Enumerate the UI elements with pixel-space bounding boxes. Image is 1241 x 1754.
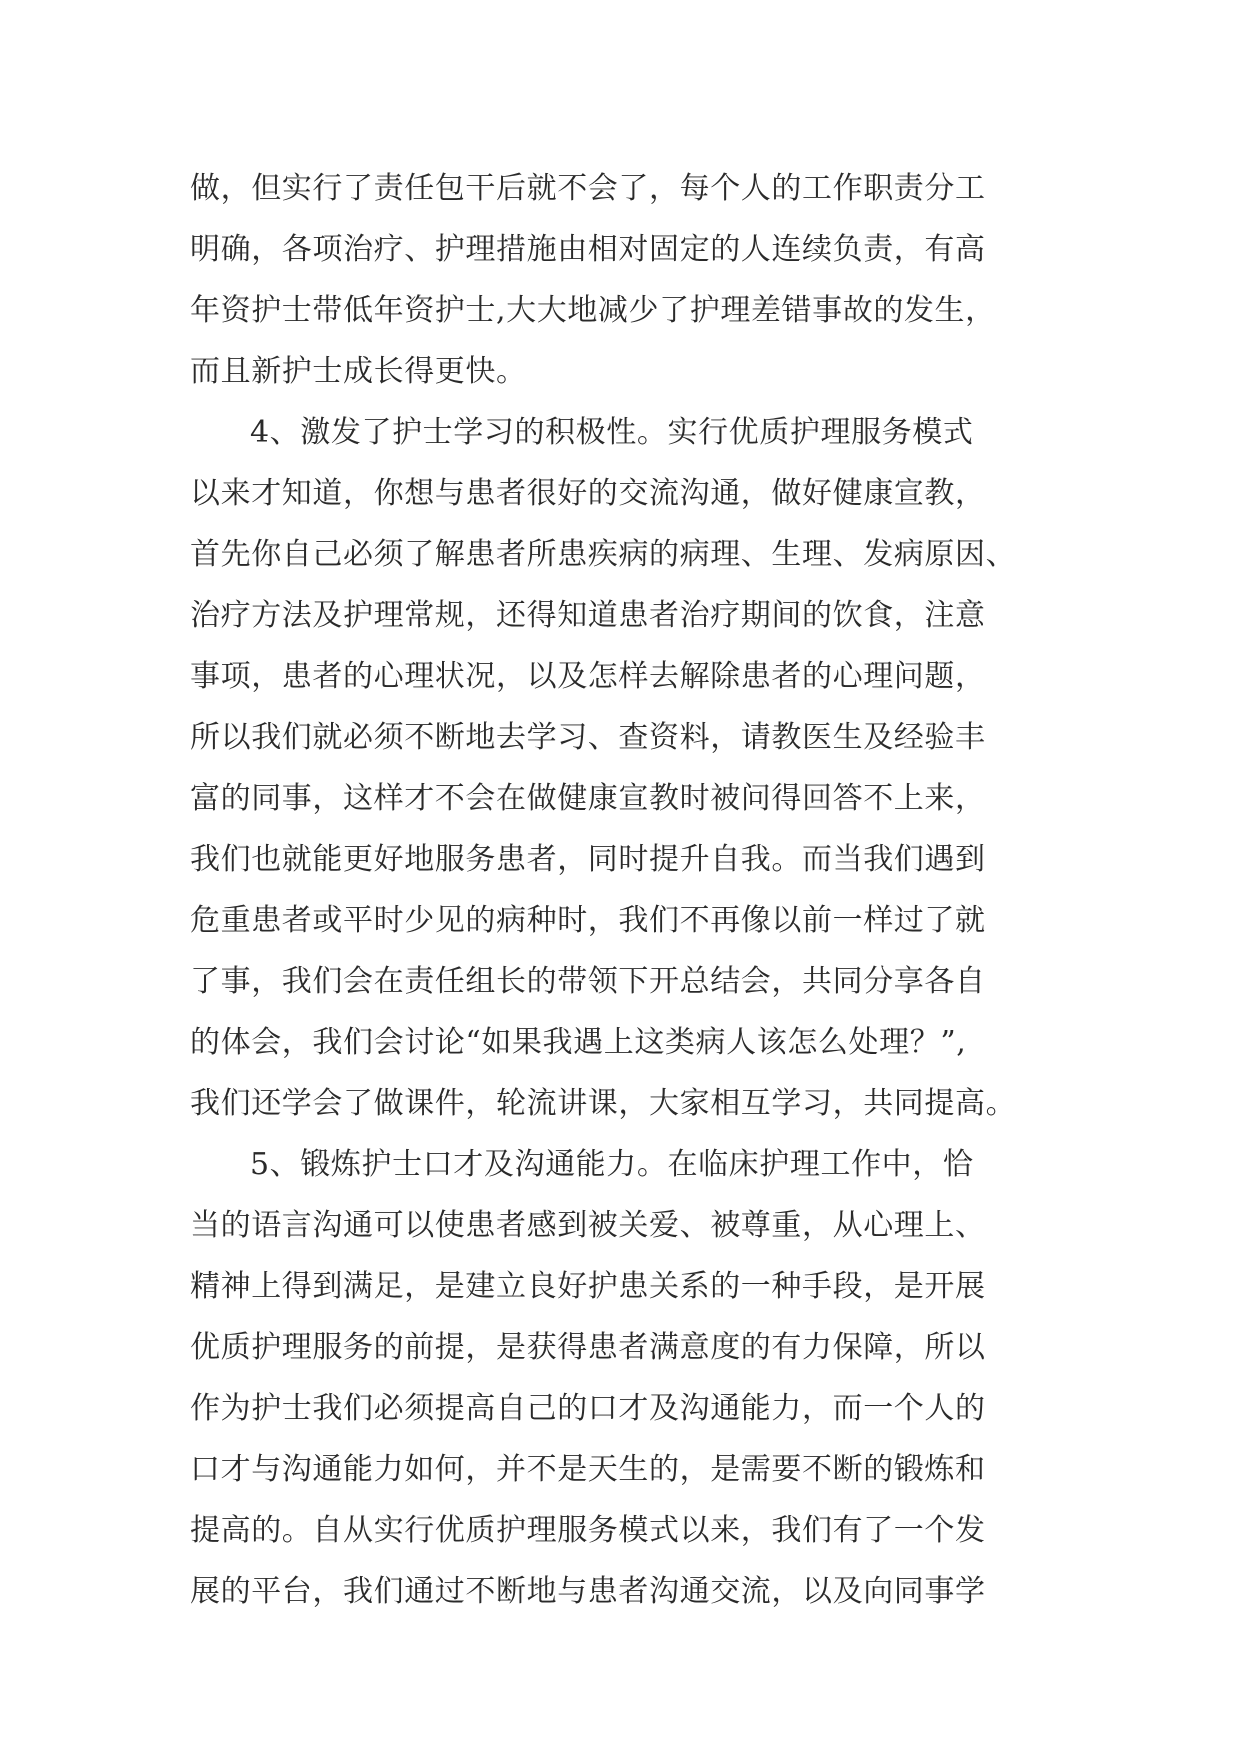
text-line: 优质护理服务的前提，是获得患者满意度的有力保障，所以 xyxy=(190,1330,986,1365)
text-line: 首先你自己必须了解患者所患疾病的病理、生理、发病原因、 xyxy=(190,537,1017,572)
text-line: 明确，各项治疗、护理措施由相对固定的人连续负责，有高 xyxy=(190,232,986,267)
text-line: 展的平台，我们通过不断地与患者沟通交流，以及向同事学 xyxy=(190,1574,986,1609)
text-line: 事项，患者的心理状况，以及怎样去解除患者的心理问题， xyxy=(190,659,986,694)
text-line: 危重患者或平时少见的病种时，我们不再像以前一样过了就 xyxy=(190,903,986,938)
text-line: 我们也就能更好地服务患者，同时提升自我。而当我们遇到 xyxy=(190,842,986,877)
paragraph-4-first-line: 4、激发了护士学习的积极性。实行优质护理服务模式 xyxy=(250,415,974,450)
text-line: 的体会，我们会讨论“如果我遇上这类病人该怎么处理？”, xyxy=(190,1025,967,1060)
text-line: 我们还学会了做课件，轮流讲课，大家相互学习，共同提高。 xyxy=(190,1086,1017,1121)
text-line: 年资护士带低年资护士,大大地减少了护理差错事故的发生， xyxy=(190,293,996,328)
text-line: 以来才知道，你想与患者很好的交流沟通，做好健康宣教， xyxy=(190,476,986,511)
text-line: 当的语言沟通可以使患者感到被关爱、被尊重，从心理上、 xyxy=(190,1208,986,1243)
text-line: 精神上得到满足，是建立良好护患关系的一种手段，是开展 xyxy=(190,1269,986,1304)
paragraph-5-first-line: 5、锻炼护士口才及沟通能力。在临床护理工作中，恰 xyxy=(250,1147,974,1182)
text-line: 口才与沟通能力如何，并不是天生的，是需要不断的锻炼和 xyxy=(190,1452,986,1487)
text-line: 做，但实行了责任包干后就不会了，每个人的工作职责分工 xyxy=(190,171,986,206)
text-line: 作为护士我们必须提高自己的口才及沟通能力，而一个人的 xyxy=(190,1391,986,1426)
body-text xyxy=(190,158,1090,1622)
text-line: 富的同事，这样才不会在做健康宣教时被问得回答不上来， xyxy=(190,781,986,816)
text-line: 了事，我们会在责任组长的带领下开总结会，共同分享各自 xyxy=(190,964,986,999)
text-line: 而且新护士成长得更快。 xyxy=(190,354,527,389)
text-line: 所以我们就必须不断地去学习、查资料，请教医生及经验丰 xyxy=(190,720,986,755)
text-line: 治疗方法及护理常规，还得知道患者治疗期间的饮食，注意 xyxy=(190,598,986,633)
text-line: 提高的。自从实行优质护理服务模式以来，我们有了一个发 xyxy=(190,1513,986,1548)
